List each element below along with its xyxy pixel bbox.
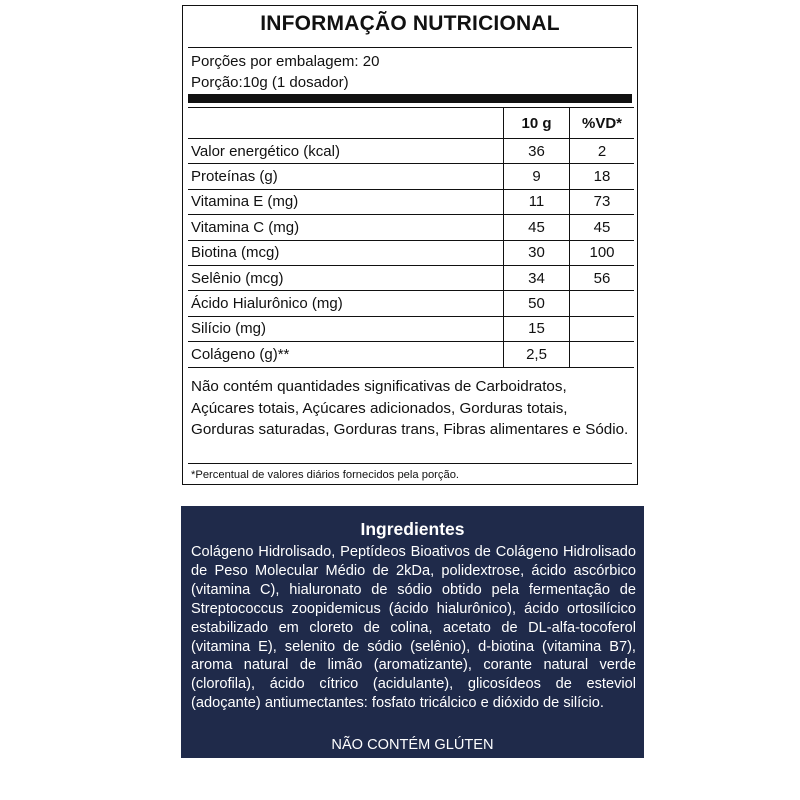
divider bbox=[188, 47, 632, 48]
table-row bbox=[188, 316, 634, 341]
table-row bbox=[188, 240, 634, 265]
nutrient-daily-value bbox=[570, 316, 635, 341]
nutrient-name: Silício (mg) bbox=[188, 316, 504, 341]
nutrient-name: Ácido Hialurônico (mg) bbox=[188, 291, 504, 316]
nutrition-facts-table bbox=[182, 5, 638, 485]
nutrient-daily-value: 18 bbox=[570, 164, 635, 189]
table-row bbox=[188, 164, 634, 189]
nutrient-daily-value: 2 bbox=[570, 139, 635, 164]
nutrition-title: INFORMAÇÃO NUTRICIONAL bbox=[260, 12, 560, 35]
not-significant-note: Não contém quantidades significativas de Carboidratos, Açúcares totais, Açúcares adicionados, Gorduras totais, Gorduras saturadas, Gorduras trans, Fibras alimentares e Sódio. bbox=[191, 378, 629, 438]
nutrient-name: Biotina (mcg) bbox=[188, 240, 504, 265]
divider bbox=[188, 463, 632, 464]
nutrient-daily-value bbox=[570, 342, 635, 367]
servings-per-package: Porções por embalagem: 20 bbox=[191, 53, 380, 70]
table-row bbox=[188, 189, 634, 214]
footnote: *Percentual de valores diários fornecidos pela porção. bbox=[191, 469, 460, 481]
table-row bbox=[188, 342, 634, 367]
gluten-free-notice: NÃO CONTÉM GLÚTEN bbox=[331, 737, 494, 753]
header-nutrient bbox=[188, 108, 504, 139]
nutrient-name: Valor energético (kcal) bbox=[188, 139, 504, 164]
nutrient-name: Proteínas (g) bbox=[188, 164, 504, 189]
ingredients-title: Ingredientes bbox=[360, 519, 465, 539]
nutrient-name: Selênio (mcg) bbox=[188, 265, 504, 290]
thick-divider bbox=[188, 94, 632, 103]
nutrient-name: Vitamina C (mg) bbox=[188, 215, 504, 240]
nutrient-name: Colágeno (g)** bbox=[188, 342, 504, 367]
nutrient-amount: 15 bbox=[504, 316, 570, 341]
nutrient-daily-value: 100 bbox=[570, 240, 635, 265]
nutrient-amount: 50 bbox=[504, 291, 570, 316]
nutrient-name: Vitamina E (mg) bbox=[188, 189, 504, 214]
nutrient-amount: 36 bbox=[504, 139, 570, 164]
table-row bbox=[188, 291, 634, 316]
nutrient-daily-value bbox=[570, 291, 635, 316]
serving-size: Porção:10g (1 dosador) bbox=[191, 74, 349, 91]
header-amount: 10 g bbox=[504, 108, 570, 139]
table-header-row bbox=[188, 108, 634, 139]
nutrient-table bbox=[188, 107, 634, 368]
nutrient-amount: 2,5 bbox=[504, 342, 570, 367]
header-daily-value: %VD* bbox=[570, 108, 635, 139]
table-row bbox=[188, 265, 634, 290]
nutrient-daily-value: 45 bbox=[570, 215, 635, 240]
nutrient-daily-value: 56 bbox=[570, 265, 635, 290]
nutrient-amount: 34 bbox=[504, 265, 570, 290]
nutrient-amount: 9 bbox=[504, 164, 570, 189]
table-row bbox=[188, 139, 634, 164]
nutrient-amount: 45 bbox=[504, 215, 570, 240]
ingredients-panel bbox=[181, 506, 644, 758]
nutrient-amount: 11 bbox=[504, 189, 570, 214]
table-row bbox=[188, 215, 634, 240]
nutrient-amount: 30 bbox=[504, 240, 570, 265]
nutrient-daily-value: 73 bbox=[570, 189, 635, 214]
ingredients-text: Colágeno Hidrolisado, Peptídeos Bioativos de Colágeno Hidrolisado de Peso Molecular Médio de 2kDa, polidextrose, ácido ascórbico (vitamina C), hialuronato de sódio obtido pela fermentação de Streptococcus zoopidemicus (ácido hialurônico), ácido ortosilícico estabilizado em cloreto de colina, acetato de DL-alfa-tocoferol (vitamina E), selenito de sódio (selênio), d-biotina (vitamina B7), aroma natural de limão (aromatizante), corante natural verde (clorofila), ácido cítrico (acidulante), glicosídeos de esteviol (adoçante) antiumectantes: fosfato tricálcico e dióxido de silício. bbox=[191, 544, 636, 712]
